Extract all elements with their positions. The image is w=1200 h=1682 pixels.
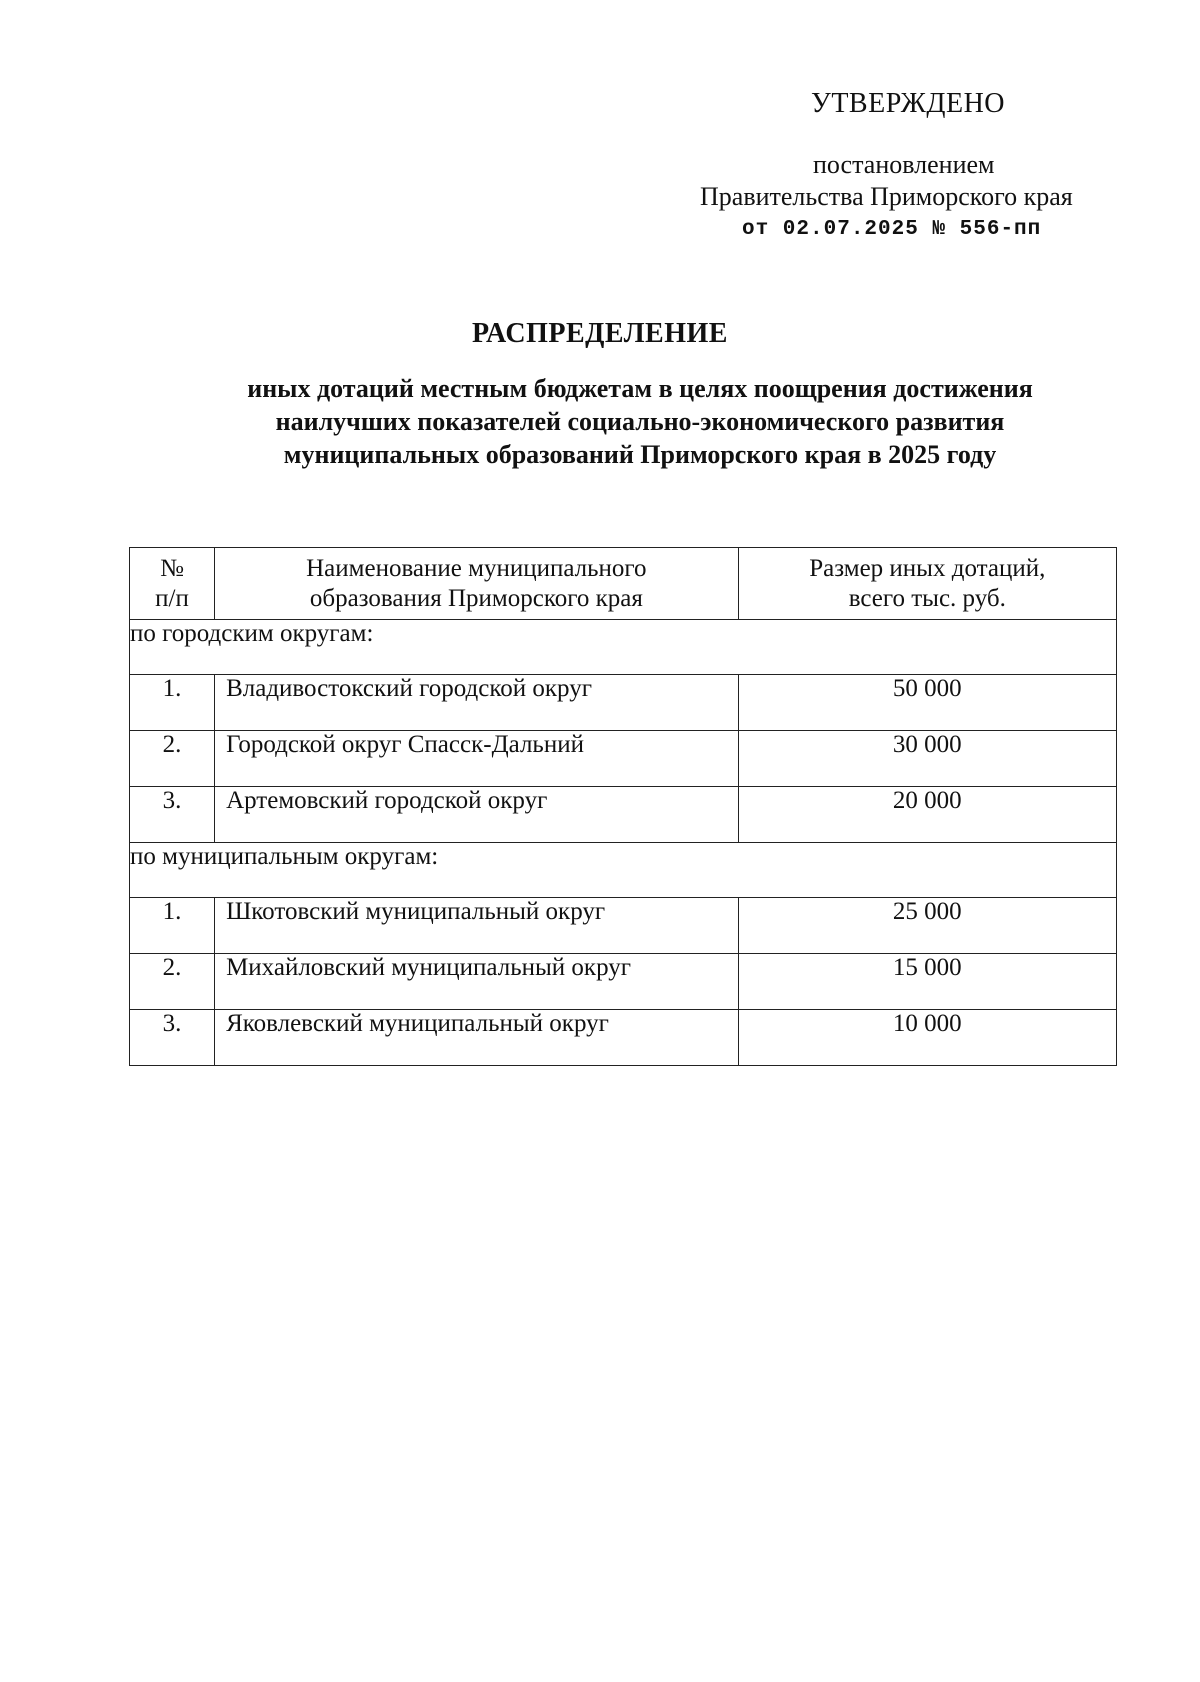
table-row: [130, 787, 1117, 843]
approval-title: УТВЕРЖДЕНО: [811, 88, 1006, 119]
row-name: Михайловский муниципальный округ: [215, 954, 739, 1010]
row-number: 3.: [130, 1010, 215, 1066]
table-row: [130, 1010, 1117, 1066]
row-number: 1.: [130, 898, 215, 954]
row-amount: 50 000: [738, 675, 1116, 731]
row-amount: 30 000: [738, 731, 1116, 787]
header-name: [215, 548, 739, 620]
header-amount: [738, 548, 1116, 620]
header-number: [130, 548, 215, 620]
row-number: 2.: [130, 731, 215, 787]
header-name-line: Наименование муниципального: [306, 554, 647, 582]
header-number-line: п/п: [155, 584, 189, 612]
header-amount-line: всего тыс. руб.: [848, 584, 1006, 612]
row-number: 1.: [130, 675, 215, 731]
document-heading: РАСПРЕДЕЛЕНИЕ: [472, 318, 728, 349]
row-amount: 20 000: [738, 787, 1116, 843]
table-header-row: [130, 548, 1117, 620]
section-row: [130, 620, 1117, 675]
row-amount: 10 000: [738, 1010, 1116, 1066]
document-subheading: [160, 372, 1120, 471]
row-amount: 25 000: [738, 898, 1116, 954]
approval-date-number: от 02.07.2025 № 556-пп: [742, 218, 1042, 241]
header-name-line: образования Приморского края: [309, 584, 643, 612]
subheading-line: наилучших показателей социально-экономического развития: [275, 407, 1005, 436]
header-amount-line: Размер иных дотаций,: [809, 554, 1046, 582]
row-amount: 15 000: [738, 954, 1116, 1010]
row-name: Владивостокский городской округ: [215, 675, 739, 731]
subheading-line: иных дотаций местным бюджетам в целях поощрения достижения: [247, 374, 1033, 403]
subheading-line: муниципальных образований Приморского края в 2025 году: [283, 440, 997, 469]
table-row: [130, 954, 1117, 1010]
row-name: Яковлевский муниципальный округ: [215, 1010, 739, 1066]
section-title: по муниципальным округам:: [130, 843, 1117, 898]
approval-authority: Правительства Приморского края: [700, 182, 1073, 211]
distribution-table: [129, 547, 1117, 1066]
header-number-line: №: [160, 554, 184, 582]
row-number: 3.: [130, 787, 215, 843]
row-name: Артемовский городской округ: [215, 787, 739, 843]
section-title: по городским округам:: [130, 620, 1117, 675]
row-name: Городской округ Спасск-Дальний: [215, 731, 739, 787]
row-number: 2.: [130, 954, 215, 1010]
table-row: [130, 731, 1117, 787]
table-row: [130, 675, 1117, 731]
table-row: [130, 898, 1117, 954]
section-row: [130, 843, 1117, 898]
approval-resolution-label: постановлением: [813, 150, 995, 179]
row-name: Шкотовский муниципальный округ: [215, 898, 739, 954]
